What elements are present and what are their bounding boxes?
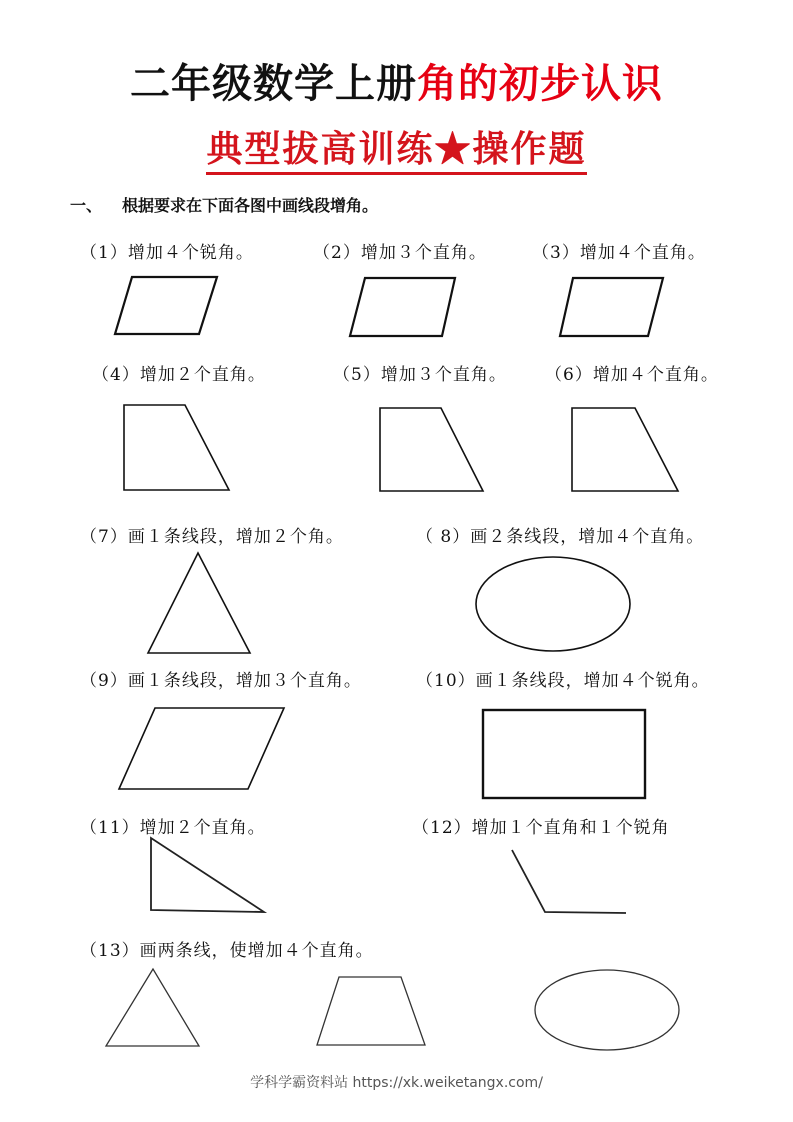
subtitle-text: 典型拔高训练★操作题 [206, 128, 586, 175]
section-number: 一、 [70, 196, 103, 215]
figure-8-ellipse [476, 557, 630, 651]
title-topic: 角的初步认识 [417, 61, 663, 107]
figure-13-ellipse [535, 970, 679, 1050]
section-instruction: 根据要求在下面各图中画线段增角。 [122, 196, 379, 215]
figure-4-right-trapezoid [124, 405, 229, 490]
figure-9-parallelogram [119, 708, 284, 789]
figure-1-parallelogram [115, 277, 217, 334]
figure-13-triangle [106, 969, 199, 1046]
figure-6-right-trapezoid [572, 408, 678, 491]
figure-11-right-triangle [151, 838, 264, 912]
problem-2-label: （2）增加３个直角。 [313, 243, 487, 263]
problem-6-label: （6）增加４个直角。 [545, 365, 719, 385]
problem-9-label: （9）画１条线段，增加３个直角。 [80, 671, 362, 691]
problem-4-label: （4）增加２个直角。 [92, 365, 266, 385]
problem-5-label: （5）增加３个直角。 [333, 365, 507, 385]
problem-7-label: （7）画１条线段，增加２个角。 [80, 527, 344, 547]
footer-watermark: 学科学霸资料站 https://xk.weiketangx.com/ [250, 1075, 543, 1091]
problem-1-label: （1）增加４个锐角。 [80, 243, 254, 263]
figure-10-rectangle [483, 710, 645, 798]
title-grade: 二年级数学上册 [130, 61, 417, 107]
figure-13-trapezoid [317, 977, 425, 1045]
problem-3-label: （3）增加４个直角。 [532, 243, 706, 263]
problem-11-label: （11）增加２个直角。 [80, 818, 266, 838]
figure-3-parallelogram [560, 278, 663, 336]
figure-2-parallelogram [350, 278, 455, 336]
problem-13-label: （13）画两条线，使增加４个直角。 [80, 941, 374, 961]
problem-10-label: （10）画１条线段，增加４个锐角。 [416, 671, 710, 691]
figure-12-angle [512, 850, 626, 913]
problem-8-label: （ 8）画２条线段，增加４个直角。 [416, 527, 705, 547]
figure-5-right-trapezoid [380, 408, 483, 491]
problem-12-label: （12）增加１个直角和１个锐角 [412, 818, 670, 838]
figure-7-triangle [148, 553, 250, 653]
